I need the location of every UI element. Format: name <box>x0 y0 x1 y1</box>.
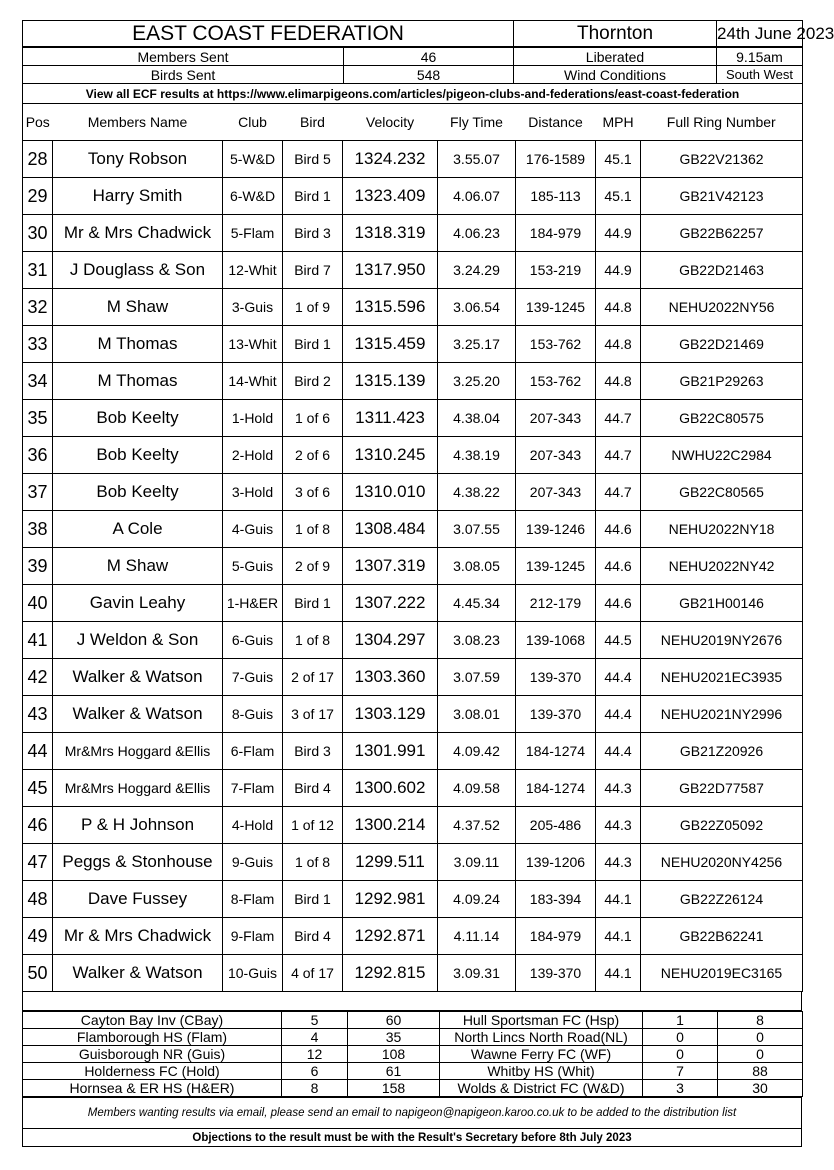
row-velocity: 1308.484 <box>343 511 438 548</box>
row-fly-time: 4.38.22 <box>438 474 516 511</box>
table-row <box>23 289 803 326</box>
club-members: 0 <box>643 1046 718 1063</box>
club-members: 12 <box>282 1046 348 1063</box>
col-club: Club <box>223 104 283 141</box>
row-velocity: 1318.319 <box>343 215 438 252</box>
col-ring: Full Ring Number <box>641 104 803 141</box>
row-member-name: Mr&Mrs Hoggard &Ellis <box>53 770 223 807</box>
row-ring-number: NWHU22C2984 <box>641 437 803 474</box>
row-velocity: 1310.010 <box>343 474 438 511</box>
row-mph: 45.1 <box>596 141 641 178</box>
row-member-name: Gavin Leahy <box>53 585 223 622</box>
row-bird: Bird 5 <box>283 141 343 178</box>
row-velocity: 1300.214 <box>343 807 438 844</box>
row-pos: 45 <box>23 770 53 807</box>
row-bird: 1 of 12 <box>283 807 343 844</box>
email-note: Members wanting results via email, please send an email to napigeon@napigeon.karoo.co.uk to be added to the distribution list <box>23 1098 802 1129</box>
row-bird: Bird 4 <box>283 770 343 807</box>
row-mph: 44.3 <box>596 807 641 844</box>
table-row <box>23 696 803 733</box>
table-row <box>23 844 803 881</box>
club-name: Whitby HS (Whit) <box>440 1063 643 1080</box>
row-velocity: 1324.232 <box>343 141 438 178</box>
row-bird: Bird 3 <box>283 215 343 252</box>
row-distance: 139-1246 <box>516 511 596 548</box>
row-club: 4-Hold <box>223 807 283 844</box>
row-club: 9-Guis <box>223 844 283 881</box>
row-club: 5-Guis <box>223 548 283 585</box>
table-row <box>23 585 803 622</box>
club-name: Hornsea & ER HS (H&ER) <box>23 1080 282 1097</box>
members-sent-label: Members Sent <box>23 48 344 66</box>
row-distance: 139-370 <box>516 696 596 733</box>
row-fly-time: 4.09.58 <box>438 770 516 807</box>
row-bird: 3 of 6 <box>283 474 343 511</box>
row-fly-time: 4.45.34 <box>438 585 516 622</box>
row-bird: Bird 1 <box>283 881 343 918</box>
row-bird: Bird 1 <box>283 326 343 363</box>
column-header-row <box>23 104 803 141</box>
row-ring-number: NEHU2022NY42 <box>641 548 803 585</box>
row-distance: 184-979 <box>516 918 596 955</box>
row-bird: 2 of 6 <box>283 437 343 474</box>
row-ring-number: GB22C80565 <box>641 474 803 511</box>
row-fly-time: 4.38.19 <box>438 437 516 474</box>
table-row <box>23 326 803 363</box>
wind-label: Wind Conditions <box>514 66 717 84</box>
row-member-name: Dave Fussey <box>53 881 223 918</box>
row-mph: 44.9 <box>596 215 641 252</box>
row-velocity: 1301.991 <box>343 733 438 770</box>
row-pos: 46 <box>23 807 53 844</box>
row-mph: 44.7 <box>596 437 641 474</box>
liberated-label: Liberated <box>514 48 717 66</box>
row-ring-number: NEHU2019NY2676 <box>641 622 803 659</box>
club-name: Wolds & District FC (W&D) <box>440 1080 643 1097</box>
row-mph: 44.4 <box>596 659 641 696</box>
row-velocity: 1307.222 <box>343 585 438 622</box>
row-pos: 50 <box>23 955 53 992</box>
row-distance: 139-370 <box>516 955 596 992</box>
row-club: 8-Guis <box>223 696 283 733</box>
club-birds: 35 <box>348 1029 440 1046</box>
row-bird: Bird 7 <box>283 252 343 289</box>
club-birds: 61 <box>348 1063 440 1080</box>
club-members: 1 <box>643 1012 718 1029</box>
row-fly-time: 4.38.04 <box>438 400 516 437</box>
row-bird: Bird 2 <box>283 363 343 400</box>
results-link[interactable]: View all ECF results at https://www.elimarpigeons.com/articles/pigeon-clubs-and-federations/east-coast-federation <box>23 84 803 104</box>
club-row <box>23 1046 803 1063</box>
row-club: 13-Whit <box>223 326 283 363</box>
row-club: 6-W&D <box>223 178 283 215</box>
club-birds: 30 <box>718 1080 803 1097</box>
row-member-name: Walker & Watson <box>53 696 223 733</box>
club-row <box>23 1063 803 1080</box>
row-distance: 184-979 <box>516 215 596 252</box>
row-pos: 48 <box>23 881 53 918</box>
row-member-name: Mr & Mrs Chadwick <box>53 215 223 252</box>
birds-sent-value: 548 <box>344 66 514 84</box>
row-velocity: 1304.297 <box>343 622 438 659</box>
row-velocity: 1300.602 <box>343 770 438 807</box>
row-club: 2-Hold <box>223 437 283 474</box>
row-pos: 38 <box>23 511 53 548</box>
row-bird: 1 of 6 <box>283 400 343 437</box>
club-birds: 0 <box>718 1046 803 1063</box>
row-velocity: 1303.360 <box>343 659 438 696</box>
club-members: 0 <box>643 1029 718 1046</box>
table-row <box>23 252 803 289</box>
row-mph: 44.7 <box>596 400 641 437</box>
row-bird: 1 of 8 <box>283 844 343 881</box>
row-club: 6-Guis <box>223 622 283 659</box>
col-velocity: Velocity <box>343 104 438 141</box>
row-club: 6-Flam <box>223 733 283 770</box>
row-club: 1-Hold <box>223 400 283 437</box>
members-sent-value: 46 <box>344 48 514 66</box>
row-mph: 44.9 <box>596 252 641 289</box>
row-fly-time: 3.24.29 <box>438 252 516 289</box>
row-pos: 31 <box>23 252 53 289</box>
results-table <box>22 104 803 992</box>
club-birds: 0 <box>718 1029 803 1046</box>
row-velocity: 1310.245 <box>343 437 438 474</box>
club-members: 6 <box>282 1063 348 1080</box>
row-fly-time: 3.07.55 <box>438 511 516 548</box>
row-mph: 44.8 <box>596 289 641 326</box>
row-ring-number: GB22C80575 <box>641 400 803 437</box>
row-club: 7-Guis <box>223 659 283 696</box>
row-bird: 2 of 17 <box>283 659 343 696</box>
row-member-name: J Weldon & Son <box>53 622 223 659</box>
row-member-name: Bob Keelty <box>53 437 223 474</box>
table-row <box>23 363 803 400</box>
col-distance: Distance <box>516 104 596 141</box>
row-fly-time: 3.09.11 <box>438 844 516 881</box>
row-velocity: 1323.409 <box>343 178 438 215</box>
row-mph: 44.6 <box>596 511 641 548</box>
table-row <box>23 437 803 474</box>
birds-sent-label: Birds Sent <box>23 66 344 84</box>
summary-table <box>22 47 803 104</box>
objections-note: Objections to the result must be with the Result's Secretary before 8th July 2023 <box>23 1129 802 1147</box>
row-pos: 34 <box>23 363 53 400</box>
table-row <box>23 548 803 585</box>
club-name: Flamborough HS (Flam) <box>23 1029 282 1046</box>
row-bird: 1 of 9 <box>283 289 343 326</box>
row-distance: 212-179 <box>516 585 596 622</box>
row-member-name: Walker & Watson <box>53 659 223 696</box>
race-date: 24th June 2023 <box>717 21 803 47</box>
row-pos: 33 <box>23 326 53 363</box>
row-bird: 2 of 9 <box>283 548 343 585</box>
row-distance: 207-343 <box>516 400 596 437</box>
federation-title: EAST COAST FEDERATION <box>23 21 514 47</box>
row-distance: 153-219 <box>516 252 596 289</box>
row-member-name: Peggs & Stonhouse <box>53 844 223 881</box>
club-name: Wawne Ferry FC (WF) <box>440 1046 643 1063</box>
row-ring-number: GB21P29263 <box>641 363 803 400</box>
row-ring-number: NEHU2021EC3935 <box>641 659 803 696</box>
table-row <box>23 400 803 437</box>
row-distance: 184-1274 <box>516 770 596 807</box>
row-mph: 44.8 <box>596 326 641 363</box>
row-ring-number: GB22B62257 <box>641 215 803 252</box>
row-club: 5-Flam <box>223 215 283 252</box>
row-member-name: Bob Keelty <box>53 400 223 437</box>
row-member-name: Tony Robson <box>53 141 223 178</box>
row-fly-time: 3.25.17 <box>438 326 516 363</box>
row-velocity: 1292.981 <box>343 881 438 918</box>
row-mph: 44.1 <box>596 881 641 918</box>
row-ring-number: GB22Z05092 <box>641 807 803 844</box>
row-pos: 49 <box>23 918 53 955</box>
row-member-name: Bob Keelty <box>53 474 223 511</box>
row-ring-number: NEHU2022NY56 <box>641 289 803 326</box>
row-ring-number: GB22D21469 <box>641 326 803 363</box>
row-distance: 184-1274 <box>516 733 596 770</box>
row-ring-number: GB22Z26124 <box>641 881 803 918</box>
row-fly-time: 4.06.23 <box>438 215 516 252</box>
col-pos: Pos <box>23 104 53 141</box>
col-mph: MPH <box>596 104 641 141</box>
row-distance: 153-762 <box>516 363 596 400</box>
row-club: 14-Whit <box>223 363 283 400</box>
row-pos: 44 <box>23 733 53 770</box>
row-pos: 37 <box>23 474 53 511</box>
clubs-table <box>22 1011 803 1097</box>
row-ring-number: GB22V21362 <box>641 141 803 178</box>
club-row <box>23 1012 803 1029</box>
table-row <box>23 474 803 511</box>
liberated-time: 9.15am <box>717 48 803 66</box>
row-club: 9-Flam <box>223 918 283 955</box>
row-velocity: 1303.129 <box>343 696 438 733</box>
row-pos: 36 <box>23 437 53 474</box>
row-bird: Bird 3 <box>283 733 343 770</box>
col-flytime: Fly Time <box>438 104 516 141</box>
row-mph: 44.1 <box>596 955 641 992</box>
club-name: Guisborough NR (Guis) <box>23 1046 282 1063</box>
table-row <box>23 511 803 548</box>
row-velocity: 1315.596 <box>343 289 438 326</box>
row-club: 4-Guis <box>223 511 283 548</box>
row-ring-number: NEHU2020NY4256 <box>641 844 803 881</box>
row-bird: 3 of 17 <box>283 696 343 733</box>
row-mph: 44.4 <box>596 696 641 733</box>
row-distance: 139-1245 <box>516 289 596 326</box>
row-distance: 153-762 <box>516 326 596 363</box>
row-mph: 44.1 <box>596 918 641 955</box>
row-club: 10-Guis <box>223 955 283 992</box>
club-members: 7 <box>643 1063 718 1080</box>
row-ring-number: NEHU2021NY2996 <box>641 696 803 733</box>
wind-value: South West <box>717 66 803 84</box>
row-distance: 139-1206 <box>516 844 596 881</box>
row-member-name: Harry Smith <box>53 178 223 215</box>
race-venue: Thornton <box>514 21 717 47</box>
row-fly-time: 4.37.52 <box>438 807 516 844</box>
row-pos: 28 <box>23 141 53 178</box>
row-fly-time: 3.08.01 <box>438 696 516 733</box>
row-velocity: 1292.815 <box>343 955 438 992</box>
row-fly-time: 4.11.14 <box>438 918 516 955</box>
club-birds: 60 <box>348 1012 440 1029</box>
table-row <box>23 881 803 918</box>
row-pos: 32 <box>23 289 53 326</box>
club-name: Hull Sportsman FC (Hsp) <box>440 1012 643 1029</box>
row-ring-number: GB22D21463 <box>641 252 803 289</box>
row-mph: 44.3 <box>596 844 641 881</box>
club-name: Holderness FC (Hold) <box>23 1063 282 1080</box>
col-bird: Bird <box>283 104 343 141</box>
row-mph: 44.6 <box>596 548 641 585</box>
table-row <box>23 141 803 178</box>
row-club: 7-Flam <box>223 770 283 807</box>
club-name: Cayton Bay Inv (CBay) <box>23 1012 282 1029</box>
row-distance: 207-343 <box>516 437 596 474</box>
row-pos: 47 <box>23 844 53 881</box>
club-members: 3 <box>643 1080 718 1097</box>
club-members: 5 <box>282 1012 348 1029</box>
row-distance: 183-394 <box>516 881 596 918</box>
table-row <box>23 918 803 955</box>
row-fly-time: 3.25.20 <box>438 363 516 400</box>
row-mph: 44.5 <box>596 622 641 659</box>
table-row <box>23 807 803 844</box>
row-member-name: J Douglass & Son <box>53 252 223 289</box>
row-ring-number: GB22B62241 <box>641 918 803 955</box>
row-fly-time: 4.09.24 <box>438 881 516 918</box>
row-member-name: M Shaw <box>53 548 223 585</box>
row-club: 12-Whit <box>223 252 283 289</box>
table-row <box>23 622 803 659</box>
club-birds: 8 <box>718 1012 803 1029</box>
row-member-name: P & H Johnson <box>53 807 223 844</box>
row-club: 5-W&D <box>223 141 283 178</box>
row-velocity: 1299.511 <box>343 844 438 881</box>
row-member-name: Walker & Watson <box>53 955 223 992</box>
row-distance: 139-1245 <box>516 548 596 585</box>
row-ring-number: NEHU2019EC3165 <box>641 955 803 992</box>
row-ring-number: GB21H00146 <box>641 585 803 622</box>
club-row <box>23 1029 803 1046</box>
row-member-name: A Cole <box>53 511 223 548</box>
row-member-name: M Thomas <box>53 326 223 363</box>
row-pos: 41 <box>23 622 53 659</box>
row-mph: 44.6 <box>596 585 641 622</box>
row-pos: 42 <box>23 659 53 696</box>
table-row <box>23 770 803 807</box>
row-mph: 44.7 <box>596 474 641 511</box>
row-club: 8-Flam <box>223 881 283 918</box>
club-members: 8 <box>282 1080 348 1097</box>
row-ring-number: NEHU2022NY18 <box>641 511 803 548</box>
club-name: North Lincs North Road(NL) <box>440 1029 643 1046</box>
row-fly-time: 3.06.54 <box>438 289 516 326</box>
row-velocity: 1315.139 <box>343 363 438 400</box>
row-mph: 44.4 <box>596 733 641 770</box>
row-club: 3-Hold <box>223 474 283 511</box>
row-bird: 1 of 8 <box>283 511 343 548</box>
club-row <box>23 1080 803 1097</box>
row-fly-time: 3.09.31 <box>438 955 516 992</box>
row-pos: 39 <box>23 548 53 585</box>
club-members: 4 <box>282 1029 348 1046</box>
row-ring-number: GB21Z20926 <box>641 733 803 770</box>
row-member-name: M Shaw <box>53 289 223 326</box>
row-fly-time: 4.09.42 <box>438 733 516 770</box>
results-sheet <box>22 20 834 1147</box>
row-velocity: 1317.950 <box>343 252 438 289</box>
row-distance: 139-370 <box>516 659 596 696</box>
club-birds: 108 <box>348 1046 440 1063</box>
row-mph: 45.1 <box>596 178 641 215</box>
row-fly-time: 4.06.07 <box>438 178 516 215</box>
row-velocity: 1311.423 <box>343 400 438 437</box>
row-bird: 1 of 8 <box>283 622 343 659</box>
club-birds: 158 <box>348 1080 440 1097</box>
row-ring-number: GB21V42123 <box>641 178 803 215</box>
row-fly-time: 3.07.59 <box>438 659 516 696</box>
row-member-name: Mr&Mrs Hoggard &Ellis <box>53 733 223 770</box>
row-velocity: 1315.459 <box>343 326 438 363</box>
row-distance: 207-343 <box>516 474 596 511</box>
section-spacer <box>22 992 802 1011</box>
row-pos: 43 <box>23 696 53 733</box>
row-pos: 29 <box>23 178 53 215</box>
header-table <box>22 20 834 47</box>
row-member-name: M Thomas <box>53 363 223 400</box>
row-velocity: 1307.319 <box>343 548 438 585</box>
row-club: 1-H&ER <box>223 585 283 622</box>
row-fly-time: 3.08.05 <box>438 548 516 585</box>
row-bird: Bird 4 <box>283 918 343 955</box>
row-pos: 35 <box>23 400 53 437</box>
table-row <box>23 659 803 696</box>
row-ring-number: GB22D77587 <box>641 770 803 807</box>
club-birds: 88 <box>718 1063 803 1080</box>
table-row <box>23 178 803 215</box>
footer-table <box>22 1097 802 1147</box>
row-bird: Bird 1 <box>283 178 343 215</box>
table-row <box>23 733 803 770</box>
row-fly-time: 3.55.07 <box>438 141 516 178</box>
row-distance: 139-1068 <box>516 622 596 659</box>
row-bird: Bird 1 <box>283 585 343 622</box>
col-name: Members Name <box>53 104 223 141</box>
row-pos: 40 <box>23 585 53 622</box>
row-member-name: Mr & Mrs Chadwick <box>53 918 223 955</box>
row-club: 3-Guis <box>223 289 283 326</box>
table-row <box>23 215 803 252</box>
row-distance: 176-1589 <box>516 141 596 178</box>
row-mph: 44.3 <box>596 770 641 807</box>
row-fly-time: 3.08.23 <box>438 622 516 659</box>
row-bird: 4 of 17 <box>283 955 343 992</box>
table-row <box>23 955 803 992</box>
row-velocity: 1292.871 <box>343 918 438 955</box>
row-mph: 44.8 <box>596 363 641 400</box>
row-distance: 205-486 <box>516 807 596 844</box>
row-distance: 185-113 <box>516 178 596 215</box>
row-pos: 30 <box>23 215 53 252</box>
